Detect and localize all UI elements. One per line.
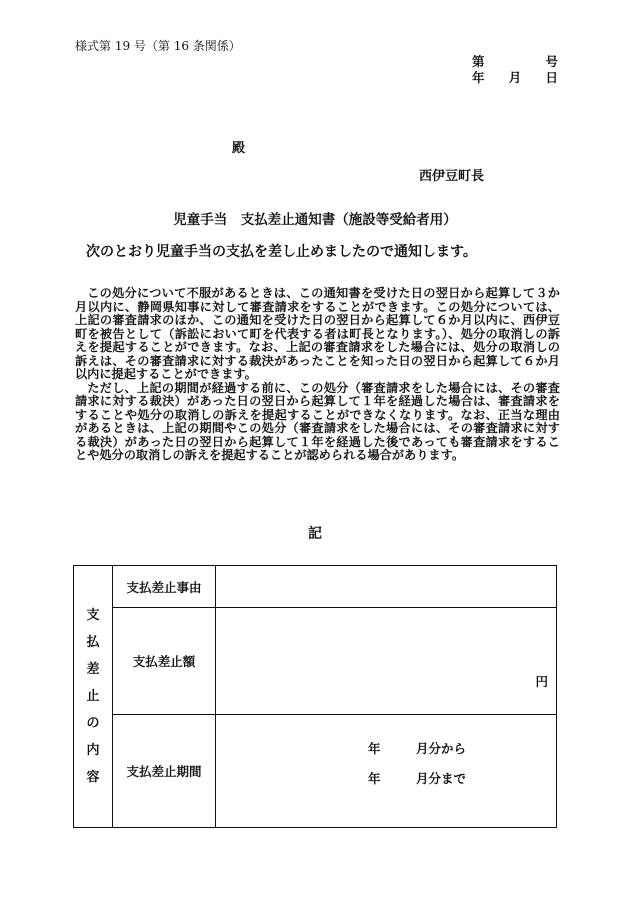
period-to <box>368 769 466 787</box>
form-number: 様式第 19 号（第 16 条関係） <box>75 39 241 53</box>
date-year: 年 <box>472 70 485 85</box>
ki-heading: 記 <box>308 526 322 542</box>
period-from <box>368 739 466 757</box>
period-from-month: 月分から <box>416 741 467 756</box>
amount-label: 支払差止額 <box>113 608 216 715</box>
issuer-name: 西伊豆町長 <box>419 169 485 184</box>
appeal-paragraph-2: ただし、上記の期間が経過する前に、この処分（審査請求をした場合には、その審査請求に対する裁決）があった日の翌日から起算して１年を経過した場合は、審査請求をすることや処分の取消しの訴えを提起することができなくなります。なお、正当な理由があるときは、上記の期間やこの処分（審査請求をした場合には、その審査請求に対する裁決）があった日の翌日から起算して１年を経過した後であっても審査請求をすることや処分の取消しの訴えを提起することが認められる場合があります。 <box>75 380 560 462</box>
document-number <box>472 54 558 70</box>
section-label-char: 内 <box>86 743 100 758</box>
period-from-year: 年 <box>368 741 381 756</box>
date-month: 月 <box>508 70 522 85</box>
yen-unit: 円 <box>535 674 548 689</box>
section-label-char: の <box>86 716 100 731</box>
document-title: 児童手当 支払差止通知書（施設等受給者用） <box>173 212 457 228</box>
amount-field[interactable] <box>216 608 557 715</box>
date-day: 日 <box>545 70 558 85</box>
period-label: 支払差止期間 <box>113 715 216 828</box>
period-field[interactable] <box>216 715 557 828</box>
section-label <box>74 566 113 828</box>
suspension-details-table <box>73 565 557 828</box>
intro-text: 次のとおり児童手当の支払を差し止めましたので通知します。 <box>86 244 477 260</box>
appeal-notice <box>75 287 560 463</box>
section-label-char: 止 <box>86 689 100 704</box>
document-date <box>472 70 558 86</box>
section-label-char: 容 <box>86 770 100 785</box>
period-to-year: 年 <box>368 771 381 786</box>
document-number-date <box>472 54 558 86</box>
reason-field[interactable] <box>216 566 557 608</box>
section-label-char: 払 <box>86 635 100 650</box>
section-label-char: 支 <box>86 608 100 623</box>
section-label-char: 差 <box>86 662 100 677</box>
doc-number-prefix: 第 <box>472 54 485 69</box>
period-to-month: 月分まで <box>416 771 467 786</box>
appeal-paragraph-1: この処分について不服があるときは、この通知書を受けた日の翌日から起算して３か月以内に、静岡県知事に対して審査請求をすることができます。この処分については、上記の審査請求のほか、この通知を受けた日の翌日から起算して６か月以内に、西伊豆町を被告として（訴訟において町を代表する者は町長となります。）、処分の取消しの訴えを提起することができます。なお、上記の審査請求をした場合には、処分の取消しの訴えは、その審査請求に対する裁決があったことを知った日の翌日から起算して６か月以内に提起することができます。 <box>75 286 560 381</box>
reason-label: 支払差止事由 <box>113 566 216 608</box>
doc-number-suffix: 号 <box>545 54 558 69</box>
addressee-honorific: 殿 <box>232 141 246 156</box>
